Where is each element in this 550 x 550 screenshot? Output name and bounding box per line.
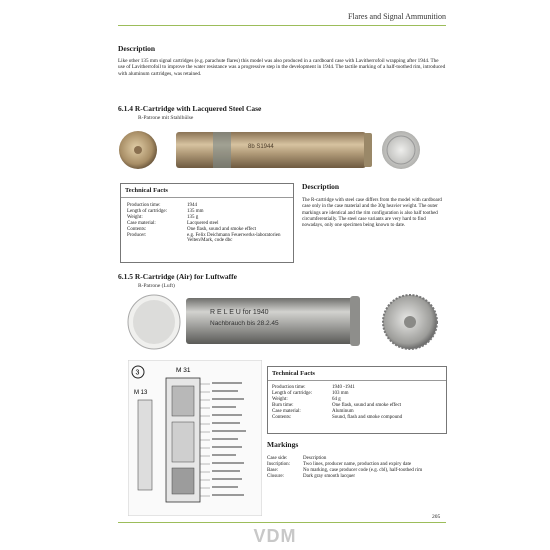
- publisher-watermark: VDM: [253, 526, 297, 546]
- fact-row: Contents: One flash, sound and smoke effect: [127, 226, 257, 232]
- cartridge-closure-view: [382, 131, 420, 169]
- cartridge-side-view: [176, 132, 366, 168]
- marking-row: Case side: Description: [267, 456, 327, 461]
- technical-facts-list: [127, 203, 291, 244]
- aluminum-cartridge-photo: [118, 292, 448, 352]
- marking-row: Inscription: Two lines, producer name, production and expiry date: [267, 462, 412, 467]
- sectional-drawing: [128, 360, 262, 516]
- case-stamp-line-1: R E L E U for 1940: [210, 309, 269, 316]
- fact-row: Production time: 1940 -1941: [272, 385, 355, 390]
- section-6-1-4-heading: 6.1.4 R-Cartridge with Lacquered Steel Case: [118, 104, 262, 113]
- case-stamp: 8b S1944: [248, 144, 274, 150]
- fact-row: Case material: Lacquered steel: [127, 220, 219, 226]
- drawing-circle-label: 3: [135, 369, 140, 377]
- markings-heading: Markings: [267, 440, 299, 449]
- drawing-label-top: M 31: [176, 367, 191, 374]
- technical-facts-title: Technical Facts: [268, 367, 446, 381]
- marking-row: Closure: Dark gray smooth lacquer: [267, 474, 356, 479]
- steel-cartridge-photo: [118, 128, 448, 176]
- fact-row: Weight: 135 g: [127, 214, 199, 220]
- footer-rule: [118, 522, 446, 523]
- running-header: [118, 10, 446, 26]
- fact-row: Weight: 64 g: [272, 396, 341, 402]
- marking-row: Base: No marking, case producer code (e.g. cbl), half-toothed rim: [267, 468, 423, 473]
- steel-description-text: The R-cartridge with steel case differs from the model with cardboard case only in the case material and the 30g heavier weight. The outer markings are identical and the rim configuration is also half toothed circumferentially. The steel case variants are very hard to find nowadays, only one specimen being known to date.: [302, 198, 442, 229]
- technical-facts-list: [272, 385, 444, 420]
- fact-row: Burn time: One flash, sound and smoke effect: [272, 402, 402, 408]
- chapter-title: Flares and Signal Ammunition: [348, 12, 446, 21]
- section-6-1-5-subheading: R-Patrone (Luft): [138, 283, 175, 289]
- fact-row: Contents: Sound, flash and smoke compound: [272, 414, 403, 420]
- intro-text: Like other 135 mm signal cartridges (e.g. parachute flares) this model was also produced in a cardboard case with Lavitherrofoil wrapping after 1944. The use of Lavitherrofoil to improve the water resistance was a progressive step in the development in 1944. The tactile marking of a half-toothed rim, introduced with aluminum cartridges, was retained.: [118, 58, 446, 77]
- case-stamp-line-2: Nachbrauch bis 28.2.45: [210, 320, 279, 327]
- section-6-1-5-heading: 6.1.5 R-Cartridge (Air) for Luftwaffe: [118, 272, 237, 281]
- section-6-1-4-subheading: R-Patrone mit Stahlhülse: [138, 115, 194, 121]
- drawing-label-left: M 13: [134, 390, 148, 396]
- fact-row: Case material: Aluminum: [272, 408, 354, 414]
- markings-list: [267, 456, 445, 480]
- fact-row: Production time: 1944: [127, 203, 197, 208]
- page-number: 205: [432, 514, 441, 520]
- fact-row: Length of cartridge: 103 mm: [272, 390, 349, 396]
- intro-heading: Description: [118, 44, 156, 53]
- fact-row: Length of cartridge: 135 mm: [127, 208, 204, 214]
- technical-facts-box-air: [267, 366, 447, 434]
- steel-description-heading: Description: [302, 182, 340, 191]
- technical-facts-box-steel: [120, 183, 294, 263]
- technical-facts-title: Technical Facts: [121, 184, 293, 198]
- fact-row: Producer: e.g. Felix Deichmann Feuerwerks-laboratorien Velten/Mark, code dbc: [127, 232, 281, 244]
